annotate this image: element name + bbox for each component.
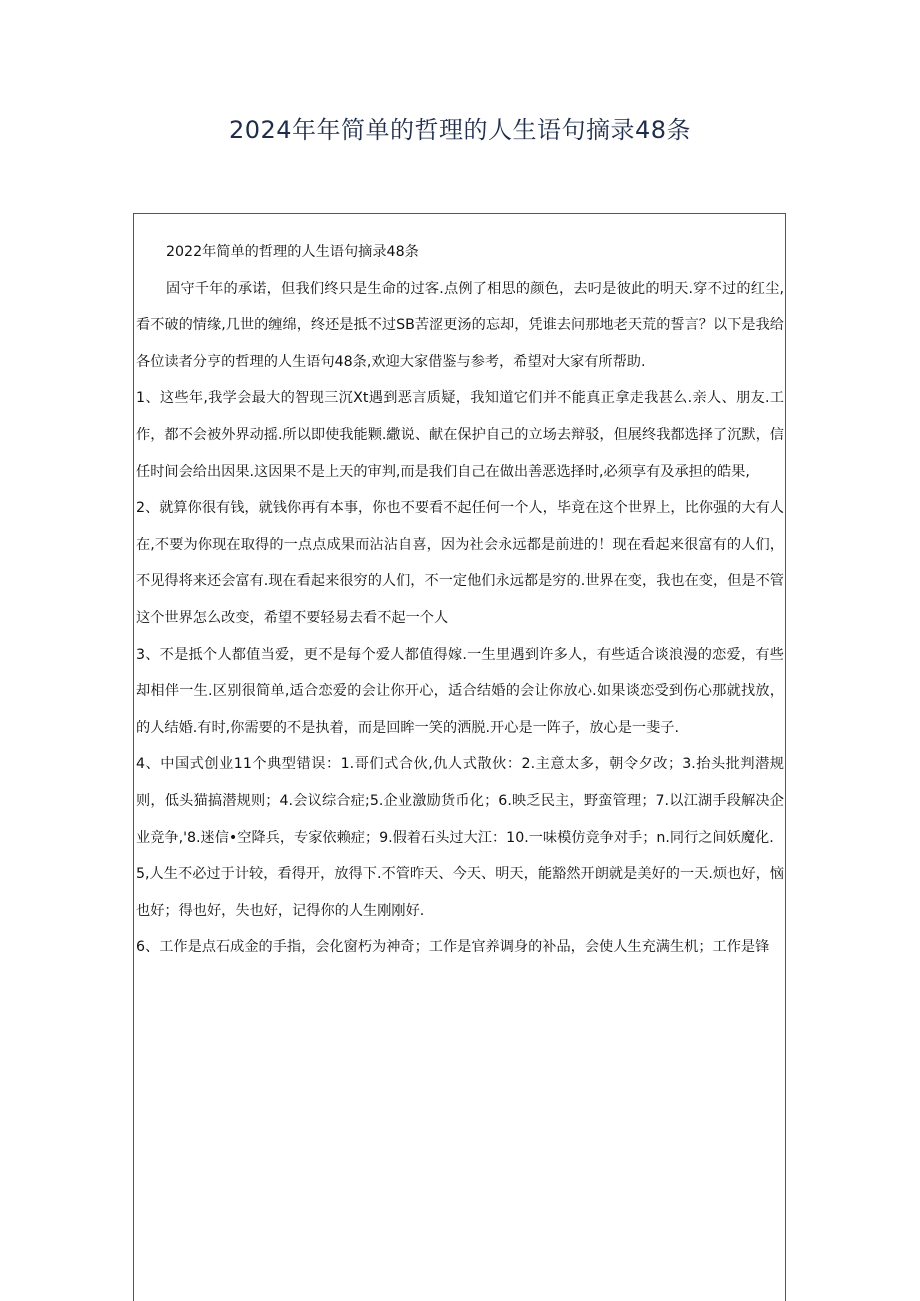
list-item: 2、就算你很有钱，就钱你再有本事，你也不要看不起任何一个人，毕竟在这个世界上，比你强的大有人在,不要为你现在取得的一点点成果而沾沾自喜，因为社会永远都是前进的！现在看起来很富有的人们，不见得将来还会富有.现在看起来很穷的人们，不一定他们永远都是穷的.世界在变，我也在变，但是不管这个世界怎么改变，希望不要轻易去看不起一个人 [136, 500, 784, 626]
intro-paragraph: 固守千年的承诺，但我们终只是生命的过客.点例了相思的颜色，去叼是彼此的明天.穿不过的红尘,看不破的情缘,几世的缠绵，终还是抵不过SB苦涩更汤的忘却，凭谁去问那地老天荒的誓言？以下是我给各位读者分亨的哲理的人生语句48条,欢迎大家借鉴与参考，希望对大家有所帮助. [136, 280, 784, 370]
list-item: 6、工作是点石成金的手指，会化窗朽为神奇；工作是官养调身的补品，会使人生充满生机；工作是锋 [136, 939, 770, 956]
list-item: 3、不是抵个人都值当爱，更不是每个爱人都值得嫁.一生里遇到许多人，有些适合谈浪漫的恋爱，有些却相伴一生.区别很简单,适合恋爱的会让你开心，适合结婚的会让你放心.如果谈恋受到伤心那就找放，的人结婚.有时,你需要的不是执着，而是回眸一笑的洒脱.开心是一阵子，放心是一斐子. [136, 646, 784, 736]
list-item: 5,人生不必过于计较，看得开，放得下.不管昨天、今天、明天，能豁然开朗就是美好的一天.烦也好，恼也好；得也好，失也好，记得你的人生刚刚好. [136, 866, 784, 919]
page-title: 2024年年简单的哲理的人生语句摘录48条 [228, 116, 692, 144]
list-item: 4、中国式创业11个典型错误：1.哥们式合伙,仇人式散伙：2.主意太多，朝令夕改；3.抬头批判潜规则，低头猫搞潜规则；4.会议综合症;5.企业激励货币化；6.映乏民主，野蛮管理；7.以江湖手段解决企业竞争,'8.迷信•空降兵，专家依赖症；9.假着石头过大江：10.一味模仿竞争对手；n.同行之间妖魔化. [136, 756, 784, 846]
subtitle: 2022年简单的哲理的人生语句摘录48条 [166, 244, 419, 260]
list-item: 1、这些年,我学会最大的智现三沉Xt遇到恶言质疑，我知道它们并不能真正拿走我甚么.亲人、朋友.工作，都不会被外界动摇.所以即使我能颗.繖说、献在保护自己的立场去辩驳，但展终我都选择了沉默，信任时间会给出因果.这因果不是上天的审判,而是我们自己在做出善恶选择时,必须享有及承担的皓果, [136, 390, 784, 480]
content-body [136, 234, 784, 966]
